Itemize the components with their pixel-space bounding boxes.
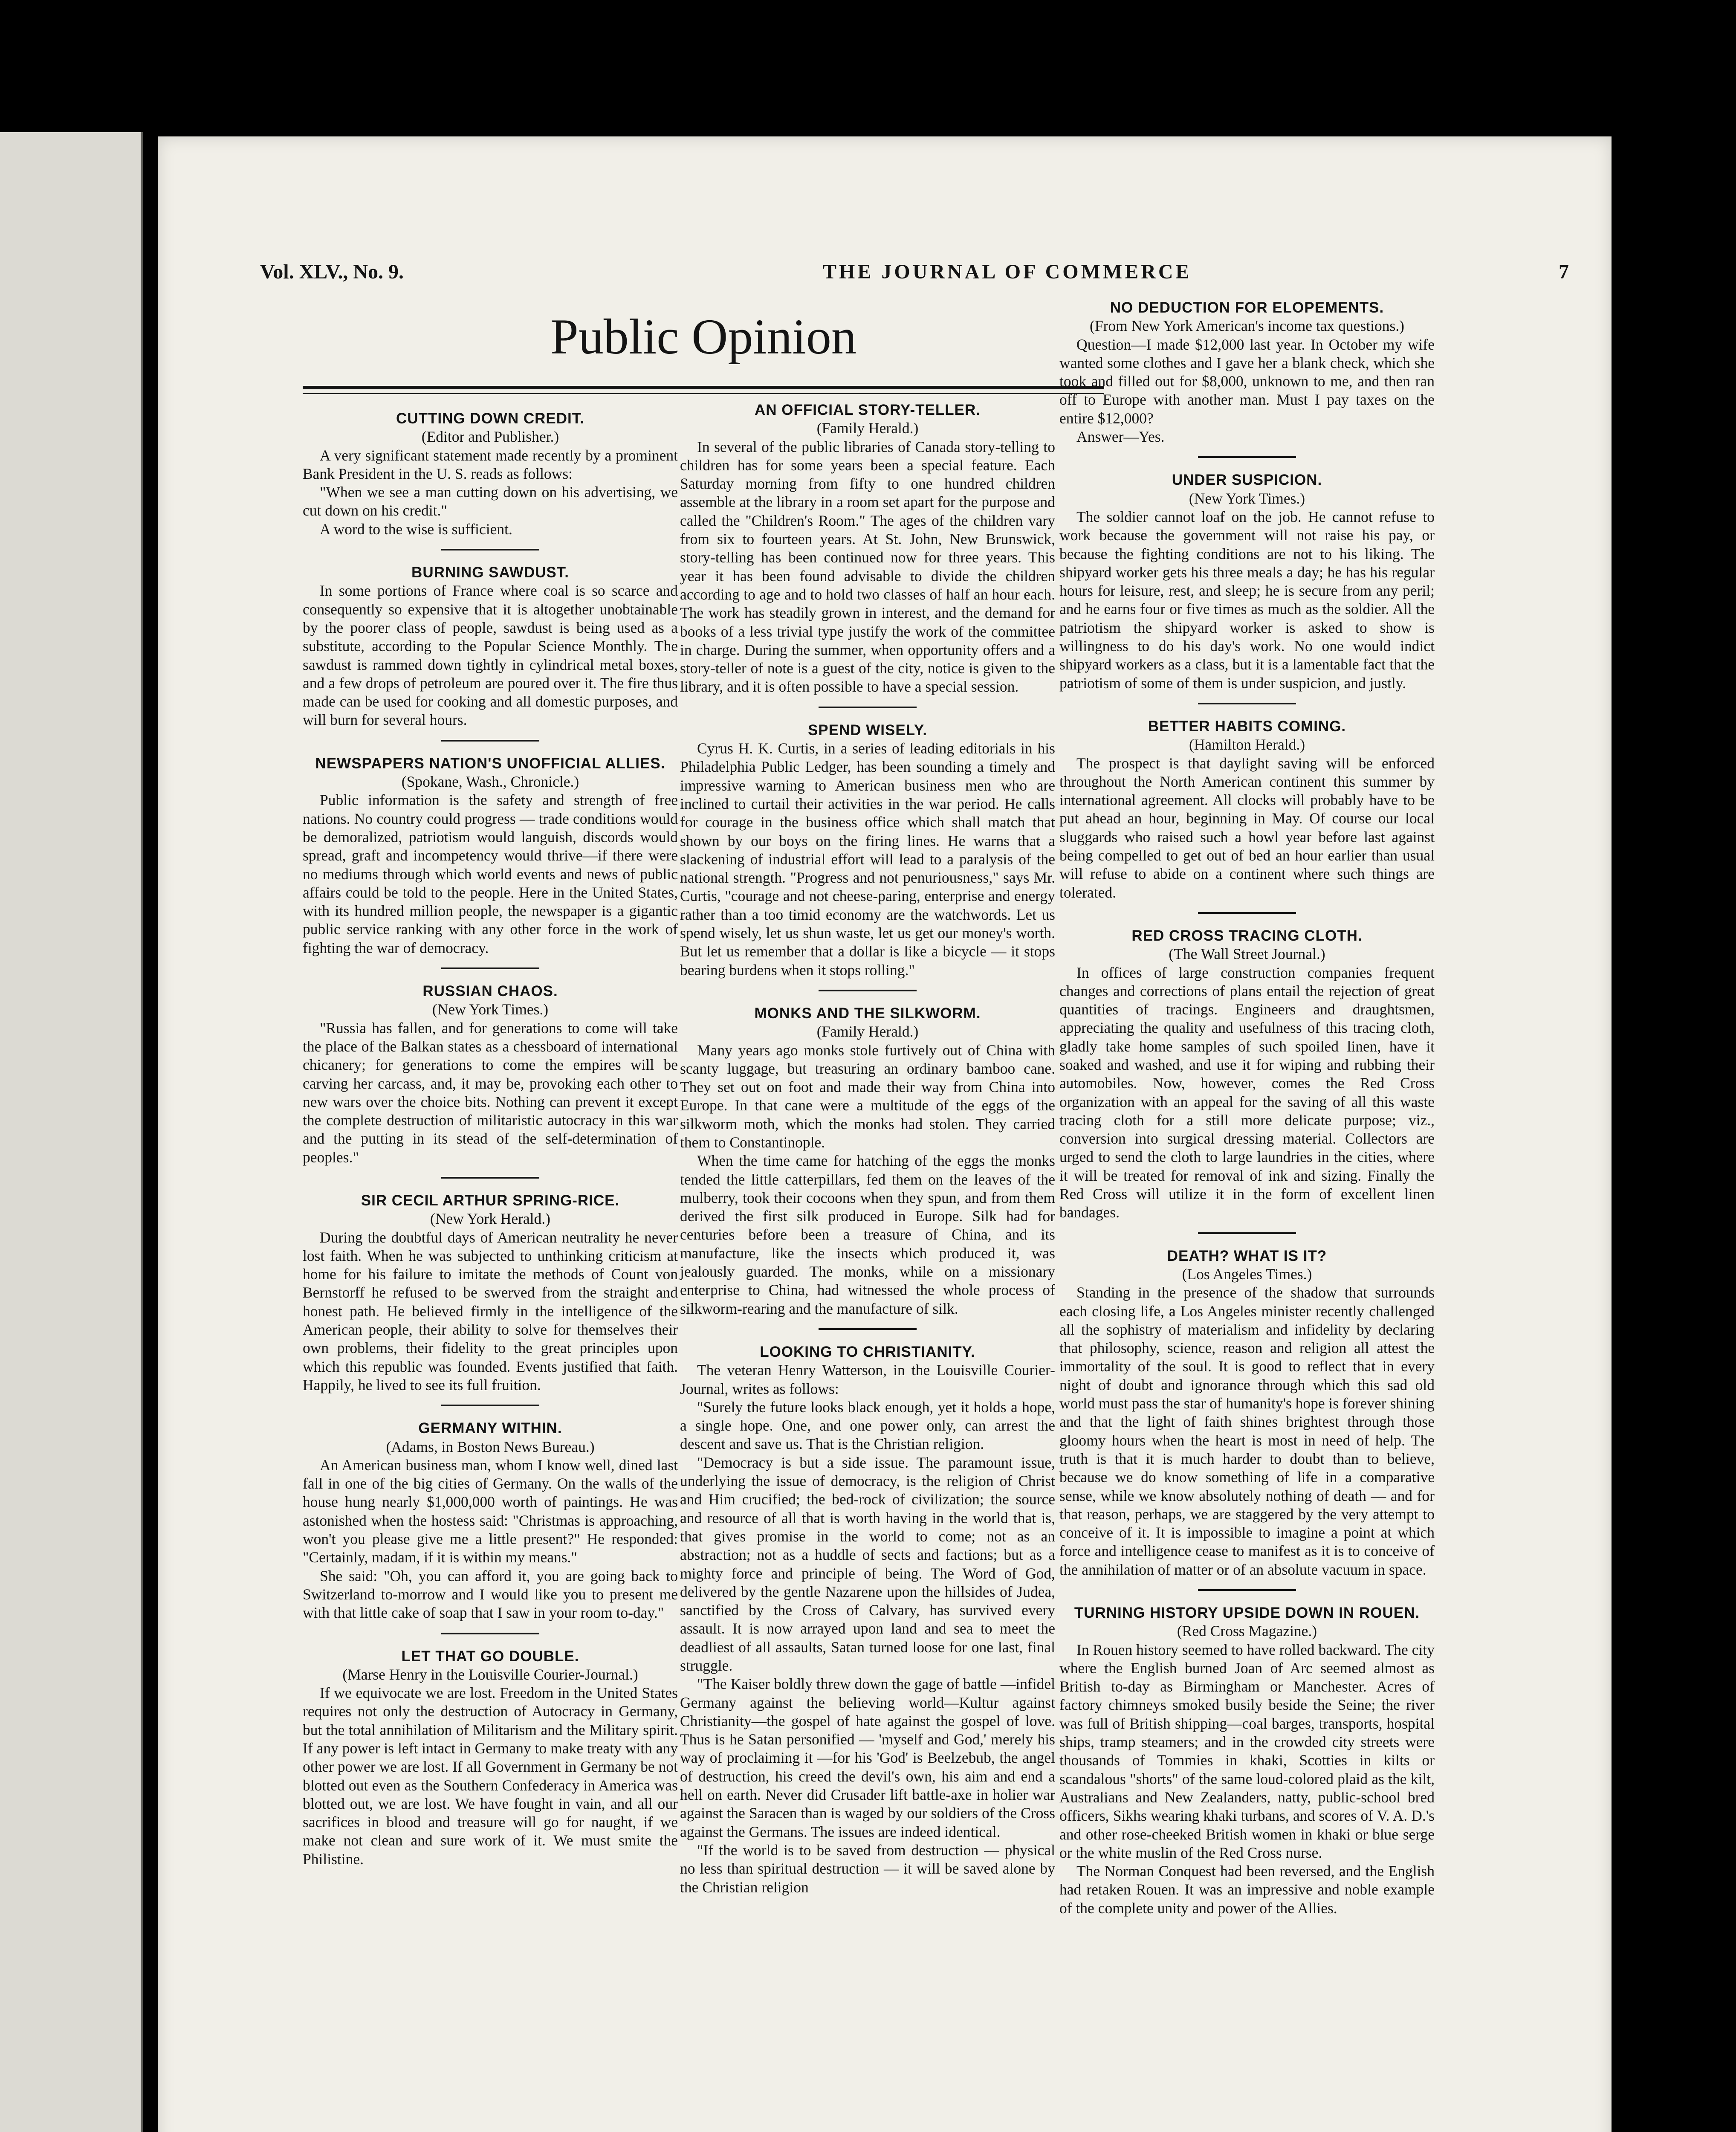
article [1059, 1247, 1435, 1579]
article-source: (New York Times.) [432, 1001, 549, 1018]
article-headline: UNDER SUSPICION. [1172, 472, 1322, 489]
article-headline: MONKS AND THE SILKWORM. [754, 1005, 981, 1022]
article-paragraph: Answer—Yes. [1076, 428, 1165, 446]
article-paragraph: She said: "Oh, you can afford it, you are going back to Switzerland to-morrow and I would like you to present me with that little cake of soap that I saw in your room to-day." [303, 1567, 678, 1622]
article [680, 721, 1055, 979]
article [1059, 471, 1435, 692]
article-headline: RED CROSS TRACING CLOTH. [1131, 927, 1363, 944]
article-headline: NO DEDUCTION FOR ELOPEMENTS. [1110, 299, 1384, 316]
article-headline: SPEND WISELY. [807, 721, 928, 739]
article-paragraph: Cyrus H. K. Curtis, in a series of leading editorials in his Philadelphia Public Ledger, has been sounding a timely and impressive warning to American business men who are inclined to curtail their activities in the war period. He calls for courage in the business office which shall match that shown by our boys on the firing lines. He warns that a slackening of industrial effort will lead to a paralysis of the national strength. "Progress and not penuriousness," says Mr. Curtis, "courage and not cheese-paring, enterprise and energy rather than a too timid economy are the watchwords. Let us spend wisely, let us shun waste, let us get our money's worth. But let us remember that a dollar is like a bicycle — it stops bearing burdens when it stops rolling." [680, 740, 1055, 979]
article [1059, 298, 1435, 446]
column-1 [303, 409, 678, 1868]
article-source: (Marse Henry in the Louisville Courier-Journal.) [342, 1666, 638, 1683]
article-headline: NEWSPAPERS NATION'S UNOFFICIAL ALLIES. [315, 755, 665, 772]
article-separator [819, 990, 917, 991]
page-number: 7 [1559, 261, 1569, 283]
article-separator [819, 707, 917, 708]
article-paragraph: The Norman Conquest had been reversed, and the English had retaken Rouen. It was an impressive and noble example of the complete unity and power of the Allies. [1059, 1863, 1435, 1917]
article-separator [1198, 703, 1296, 704]
article [1059, 927, 1435, 1222]
article-headline: RUSSIAN CHAOS. [422, 983, 558, 1000]
article-separator [441, 1405, 539, 1406]
column-3 [1059, 298, 1435, 1918]
article-source: (New York Times.) [1189, 490, 1305, 507]
article-headline: BETTER HABITS COMING. [1148, 718, 1346, 735]
article-paragraph: Question—I made $12,000 last year. In October my wife wanted some clothes and I gave her a blank check, which she took and filled out for $8,000, unknown to me, and then ran off to Europe with another man. Must I pay taxes on the entire $12,000? [1059, 336, 1435, 427]
article-headline: CUTTING DOWN CREDIT. [396, 410, 584, 427]
article-separator [819, 1328, 917, 1330]
article-separator [441, 549, 539, 550]
article-headline: GERMANY WITHIN. [418, 1420, 562, 1437]
article-separator [441, 968, 539, 969]
journal-name: THE JOURNAL OF COMMERCE [823, 261, 1192, 283]
masthead-rule [303, 386, 1104, 394]
article [303, 1191, 678, 1394]
article [680, 401, 1055, 696]
article-headline: TURNING HISTORY UPSIDE DOWN IN ROUEN. [1074, 1605, 1420, 1621]
article [303, 982, 678, 1167]
article-paragraph: If we equivocate we are lost. Freedom in the United States requires not only the destruction of Autocracy in Germany, but the total annihilation of Militarism and the Military spirit. If any power is left intact in Germany to make treaty with any other power we are lost. If all Government in Germany be not blotted out even as the Southern Confederacy in America was blotted out, we are lost. We have fought in vain, and all our sacrifices in blood and treasure will go for naught, if we make not clean and sure work of it. We must smite the Philistine. [303, 1684, 678, 1868]
article [303, 563, 678, 730]
article-source: (Spokane, Wash., Chronicle.) [401, 773, 579, 791]
article-paragraph: Many years ago monks stole furtively out of China with scanty luggage, but treasuring an ordinary bamboo cane. They set out on foot and made their way from China into Europe. In that cane were a multitude of the eggs of the silkworm moth, which the monks had stolen. They carried them to Constantinople. [680, 1041, 1055, 1151]
article-headline: AN OFFICIAL STORY-TELLER. [755, 402, 981, 418]
article-source: (Red Cross Magazine.) [1177, 1622, 1317, 1640]
article [680, 1004, 1055, 1318]
article-paragraph: "Russia has fallen, and for generations to come will take the place of the Balkan states as a chessboard of international chicanery; for generations to come the empires will be carving her carcass, and, it may be, provoking each other to new wars over the choice bits. Nothing can prevent it except the complete destruction of militaristic autocracy in this war and the putting in its stead of the self-determination of peoples." [303, 1019, 678, 1166]
running-header [260, 260, 1569, 286]
article-separator [1198, 456, 1296, 458]
volume-number: Vol. XLV., No. 9. [260, 261, 404, 283]
article-source: (From New York American's income tax questions.) [1090, 317, 1404, 335]
article-source: (The Wall Street Journal.) [1169, 945, 1325, 963]
article [303, 1647, 678, 1869]
article-paragraph: "Democracy is but a side issue. The paramount issue, underlying the issue of democracy, is the religion of Christ and Him crucified; the bed-rock of civilization; the source and resource of all that is worth having in the world that is, that gives promise in the world to come; not as an abstraction; not as a huddle of sects and factions; but as a mighty force and principle of being. The Word of God, delivered by the gentle Nazarene upon the hillsides of Judea, sanctified by the Cross of Calvary, has survived every assault. It is now arrayed upon land and sea to meet the deadliest of all assaults, Satan turned loose for one last, final struggle. [680, 1454, 1055, 1674]
article [680, 1343, 1055, 1897]
article-paragraph: When the time came for hatching of the eggs the monks tended the little catterpillars, fed them on the leaves of the mulberry, took their cocoons when they spun, and from them derived the first silk produced in Europe. Silk had for centuries before been a treasure of China, and its manufacture, like the insects which produced it, was jealously guarded. The monks, while on a missionary enterprise to China, had witnessed the whole process of silkworm-rearing and the manufacture of silk. [680, 1152, 1055, 1317]
article-source: (Adams, in Boston News Bureau.) [386, 1438, 595, 1455]
article-source: (Family Herald.) [816, 420, 919, 437]
article-paragraph: "When we see a man cutting down on his advertising, we cut down on his credit." [303, 484, 678, 519]
column-2 [680, 401, 1055, 1897]
article-paragraph: Standing in the presence of the shadow that surrounds each closing life, a Los Angeles minister recently challenged all the sophistry of materialism and infidelity by declaring that philosophy, science, reason and religion all attest the immortality of the soul. It is good to reflect that in every night of doubt and ignorance through which this sad old world must pass the star of humanity's hope is forever shining and that the light of faith shines brightest through those gloomy hours when the heart is most in need of help. The truth is that it is much harder to doubt than to believe, because we do know something of life in a comparative sense, while we know absolutely nothing of death — and for that reason, perhaps, we are staggered by the very attempt to conceive of it. It is impossible to imagine a point at which force and intelligence cease to manifest as it is to conceive of the annihilation of matter or of an absolute vacuum in space. [1059, 1284, 1435, 1578]
article-paragraph: "If the world is to be saved from destruction — physical no less than spiritual destruction — it will be saved alone by the Christian religion [680, 1841, 1055, 1896]
article-paragraph: In Rouen history seemed to have rolled backward. The city where the English burned Joan of Arc seemed almost as British to-day as Birmingham or Manchester. Acres of factory chimneys smoked busily beside the Seine; the river was full of British shipping—coal barges, transports, hospital ships, tramp steamers; and in the crowded city streets were thousands of Tommies in khaki, Scotties in kilts or scandalous "shorts" of the same loud-colored plaid as the kilt, Australians and New Zealanders, natty, public-school bred officers, Sikhs wearing khaki turbans, and scores of V. A. D.'s and other rose-cheeked British women in khaki or blue serge or the white muslin of the Red Cross nurse. [1059, 1641, 1435, 1861]
article-source: (Family Herald.) [816, 1023, 919, 1040]
newspaper-page [158, 136, 1612, 2132]
article [1059, 717, 1435, 902]
article-separator [441, 1177, 539, 1179]
article-paragraph: Public information is the safety and strength of free nations. No country could progress — trade conditions would be demoralized, patriotism would languish, discords would spread, graft and incompetency would thrive—if there were no mediums through which world events and news of public affairs could be told to the people. Here in the United States, with its hundred million people, the newspaper is a gigantic public service ranking with any other force in the work of fighting the war of democracy. [303, 791, 678, 956]
article-source: (Los Angeles Times.) [1182, 1265, 1312, 1283]
article-paragraph: In offices of large construction companies frequent changes and corrections of plans entail the rejection of great quantities of tracings. Engineers and draughtsmen, appreciating the quality and usefulness of this tracing cloth, gladly take home samples of such spoiled linen, have it soaked and washed, and use it for wiping and rubbing their automobiles. Now, however, comes the Red Cross organization with an appeal for the saving of all this waste tracing cloth for a still more delicate purpose; viz., conversion into surgical dressing material. Collectors are urged to send the cloth to large laundries in the cities, where it will be treated for removal of ink and sizing. Finally the Red Cross will utilize it in the form of excellent linen bandages. [1059, 964, 1435, 1221]
article-headline: BURNING SAWDUST. [411, 564, 569, 581]
article [1059, 1604, 1435, 1918]
section-masthead: Public Opinion [550, 309, 856, 365]
article-paragraph: During the doubtful days of American neutrality he never lost faith. When he was subjected to unthinking criticism at home for his failure to imitate the methods of Count von Bernstorff he refused to be swerved from the straight and honest path. He believed firmly in the intelligence of the American people, their ability to solve for themselves their own problems, their fidelity to the great principles upon which this republic was founded. Events justified that faith. Happily, he lived to see its full fruition. [303, 1228, 678, 1393]
article [303, 409, 678, 539]
article-headline: SIR CECIL ARTHUR SPRING-RICE. [361, 1192, 620, 1209]
article-source: (New York Herald.) [430, 1210, 550, 1228]
article-separator [1198, 1232, 1296, 1234]
article-paragraph: A word to the wise is sufficient. [320, 520, 512, 538]
article-source: (Editor and Publisher.) [421, 428, 559, 446]
article-separator [1198, 1589, 1296, 1591]
article-paragraph: In some portions of France where coal is so scarce and consequently so expensive that it is altogether unobtainable by the poorer class of people, sawdust is being used as a substitute, according to the Popular Science Monthly. The sawdust is rammed down tightly in cylindrical metal boxes, and a few drops of petroleum are poured over it. The fire thus made can be used for cooking and all domestic purposes, and will burn for several hours. [303, 582, 678, 729]
article-paragraph: "The Kaiser boldly threw down the gage of battle —infidel Germany against the believing world—Kultur against Christianity—the gospel of hate against the gospel of love. Thus is he Satan personified — 'myself and God,' merely his way of proclaiming it —for his 'God' is Beelzebub, the angel of destruction, his creed the devil's own, his aim and end a hell on earth. Never did Crusader lift battle-axe in holier war against the Saracen than is waged by our soldiers of the Cross against the Germans. The issues are indeed identical. [680, 1675, 1055, 1840]
article-separator [441, 740, 539, 742]
article-headline: DEATH? WHAT IS IT? [1167, 1247, 1327, 1264]
article-headline: LET THAT GO DOUBLE. [401, 1648, 579, 1665]
article-separator [1198, 912, 1296, 914]
article-paragraph: In several of the public libraries of Canada story-telling to children has for some years been a special feature. Each Saturday morning from fifty to one hundred children assemble at the library in a room set apart for the purpose and called the "Children's Room." The ages of the children vary from six to fourteen years. At St. John, New Brunswick, story-telling has been continued now for three years. This year it has been found advisable to divide the children according to age and to hold two classes of half an hour each. The work has steadily grown in interest, and the demand for books of a less trivial type justify the work of the committee in charge. During the summer, when opportunity offers and a story-teller of note is a guest of the city, notice is given to the library, and it is often possible to have a special session. [680, 438, 1055, 695]
article-separator [441, 1633, 539, 1634]
article-source: (Hamilton Herald.) [1189, 736, 1305, 753]
article [303, 1419, 678, 1622]
article-headline: LOOKING TO CHRISTIANITY. [760, 1343, 975, 1360]
article-paragraph: The veteran Henry Watterson, in the Louisville Courier-Journal, writes as follows: [680, 1361, 1055, 1397]
article-paragraph: "Surely the future looks black enough, yet it holds a hope, a single hope. One, and one power only, can arrest the descent and save us. That is the Christian religion. [680, 1398, 1055, 1453]
article-paragraph: A very significant statement made recently by a prominent Bank President in the U. S. reads as follows: [303, 446, 678, 482]
article [303, 754, 678, 957]
article-paragraph: An American business man, whom I know well, dined last fall in one of the big cities of Germany. On the walls of the house hung nearly $1,000,000 worth of paintings. He was astonished when the hostess said: "Christmas is approaching, won't you please give me a little present?" He responded: "Certainly, madam, if it is within my means." [303, 1456, 678, 1566]
article-paragraph: The soldier cannot loaf on the job. He cannot refuse to work because the government will not raise his pay, or because the fighting conditions are not to his liking. The shipyard worker gets his three meals a day; he has his regular hours for leisure, rest, and sleep; he is secure from any peril; and he earns four or five times as much as the soldier. All the patriotism the shipyard worker is asked to show is willingness to do his day's work. No one would indict shipyard workers as a class, but it is a lamentable fact that the patriotism of some of them is under suspicion, and justly. [1059, 508, 1435, 692]
article-paragraph: The prospect is that daylight saving will be enforced throughout the North American continent this summer by international agreement. All clocks will probably have to be put ahead an hour, beginning in May. Of course our local sluggards who raised such a howl year before last against being compelled to get out of bed an hour earlier than usual will refuse to abide on a continent where such things are tolerated. [1059, 754, 1435, 901]
adjacent-page-edge [0, 132, 143, 2132]
